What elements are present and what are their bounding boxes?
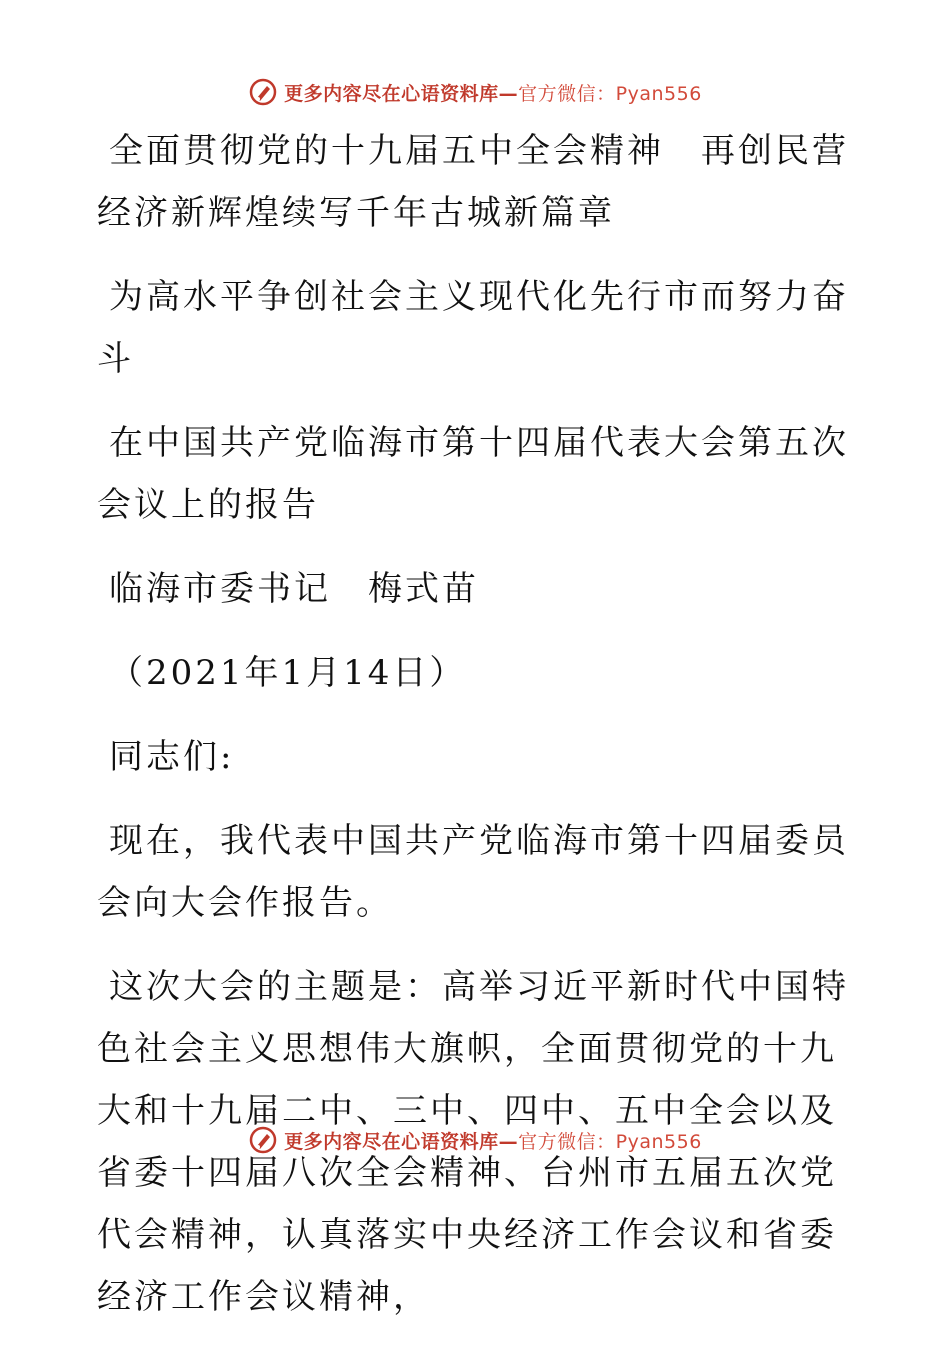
banner-text: 更多内容尽在心语资料库—官方微信：Pyan556 bbox=[284, 1130, 702, 1153]
greeting: 同志们: bbox=[109, 737, 235, 777]
title-line-1: 全面贯彻党的十九届五中全会精神 再创民营经济新辉煌续写千年古城新篇章 bbox=[97, 131, 849, 233]
paragraph-1: 现在，我代表中国共产党临海市第十四届委员会向大会作报告。 bbox=[97, 821, 849, 923]
banner-text: 更多内容尽在心语资料库—官方微信：Pyan556 bbox=[284, 82, 702, 105]
subtitle: 在中国共产党临海市第十四届代表大会第五次会议上的报告 bbox=[97, 423, 849, 525]
document-body bbox=[97, 120, 857, 1350]
pen-logo-icon bbox=[248, 77, 278, 107]
author-line: 临海市委书记 梅式苗 bbox=[109, 569, 479, 609]
footer-watermark-banner bbox=[0, 1120, 950, 1160]
pen-logo-icon bbox=[248, 1125, 278, 1155]
paragraph-2: 这次大会的主题是：高举习近平新时代中国特色社会主义思想伟大旗帜，全面贯彻党的十九大和十九届二中、三中、四中、五中全会以及省委十四届八次全会精神、台州市五届五次党代会精神，认真落实中央经济工作会议和省委经济工作会议精神， bbox=[97, 967, 849, 1317]
header-watermark-banner bbox=[0, 72, 950, 112]
date-line: （2021年1月14日） bbox=[109, 653, 467, 693]
title-line-2: 为高水平争创社会主义现代化先行市而努力奋斗 bbox=[97, 277, 849, 379]
